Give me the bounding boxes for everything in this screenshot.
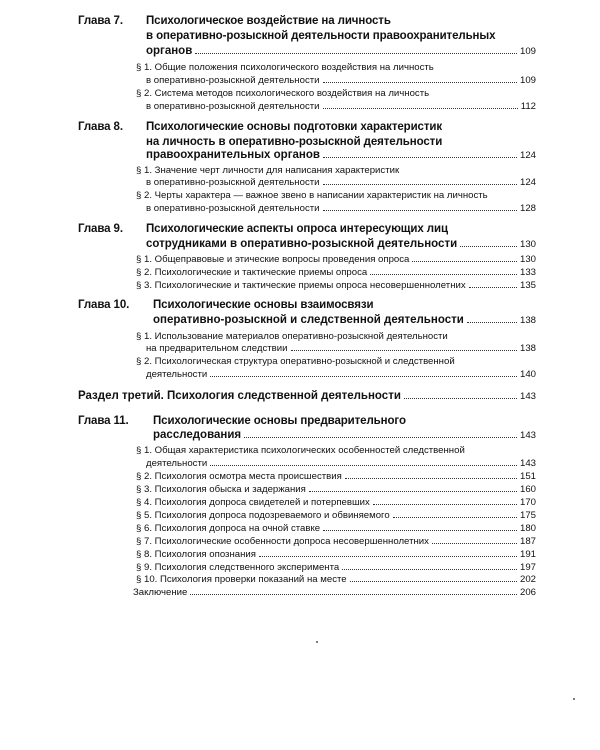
page-number: 124 (519, 150, 536, 161)
page-number: 128 (519, 203, 536, 214)
chapter-number: Глава 11. (78, 415, 129, 427)
section-line: § 2. Психологические и тактические приемы опроса (136, 267, 368, 278)
section-line: § 1. Использование материалов оперативно-розыскной деятельности (136, 331, 448, 342)
dot-leader (342, 569, 517, 570)
chapter-11-section-2[interactable] (136, 470, 536, 483)
chapter-9-section-3[interactable] (136, 279, 536, 292)
chapter-number: Глава 8. (78, 121, 123, 133)
page-number: 130 (519, 239, 536, 250)
page-number: 180 (519, 523, 536, 534)
section-line: § 4. Психология допроса свидетелей и потерпевших (136, 497, 370, 508)
chapter-11-section-10[interactable] (136, 573, 536, 586)
section-line: § 2. Черты характера — важное звено в написании характеристик на личность (136, 190, 488, 201)
chapter-number: Глава 7. (78, 15, 123, 27)
chapter-11-section-5[interactable] (136, 509, 536, 522)
chapter-9-section-1[interactable] (136, 253, 536, 266)
chapter-title-line: Психологическое воздействие на личность (146, 15, 391, 27)
chapter-10-section-2[interactable] (146, 368, 536, 381)
chapter-7-heading (78, 14, 536, 44)
section-line: деятельности (146, 458, 208, 469)
chapter-8-heading (78, 120, 536, 150)
chapter-11-section-3[interactable] (136, 483, 536, 496)
chapter-title-line: правоохранительных органов (146, 149, 320, 161)
chapter-title-line: органов (146, 45, 193, 57)
dot-leader (460, 246, 517, 247)
dot-leader (467, 322, 517, 323)
dot-leader (373, 504, 517, 505)
page-number: 202 (519, 574, 536, 585)
page-number: 187 (519, 536, 536, 547)
chapter-11-section-1[interactable] (146, 457, 536, 470)
chapter-11-entry[interactable] (153, 428, 536, 443)
section-line: § 2. Психологическая структура оперативно-розыскной и следственной (136, 356, 455, 367)
chapter-title-line: оперативно-розыскной и следственной деятельности (153, 314, 464, 326)
chapter-title-line: Психологические основы взаимосвязи (153, 299, 374, 311)
conclusion-entry[interactable] (133, 586, 536, 599)
chapter-7-entry[interactable] (146, 44, 536, 59)
section-line: § 3. Психология обыска и задержания (136, 484, 306, 495)
chapter-8-section-2[interactable] (146, 202, 536, 215)
dot-leader (291, 350, 517, 351)
chapter-8-section-1[interactable] (146, 176, 536, 189)
dot-leader (259, 556, 517, 557)
dot-leader (323, 210, 517, 211)
page-number: 109 (519, 75, 536, 86)
section-line: § 1. Общие положения психологического воздействия на личность (136, 62, 434, 73)
page-number: 130 (519, 254, 536, 265)
dot-leader (393, 517, 517, 518)
section-line: § 8. Психология опознания (136, 549, 256, 560)
section-line: § 3. Психологические и тактические приемы опроса несовершеннолетних (136, 280, 466, 291)
page-number: 140 (519, 369, 536, 380)
page-number: 143 (519, 458, 536, 469)
page-number: 197 (519, 562, 536, 573)
chapter-title-line: расследования (153, 429, 242, 441)
dot-leader (323, 157, 517, 158)
section-line: деятельности (146, 369, 208, 380)
page-number: 133 (519, 267, 536, 278)
section-line: § 6. Психология допроса на очной ставке (136, 523, 321, 534)
section-line: § 5. Психология допроса подозреваемого и обвиняемого (136, 510, 390, 521)
chapter-10-entry[interactable] (153, 313, 536, 328)
chapter-11-section-8[interactable] (136, 548, 536, 561)
chapter-title-line: сотрудниками в оперативно-розыскной деятельности (146, 238, 458, 250)
section-line: в оперативно-розыскной деятельности (146, 75, 320, 86)
section-line: § 2. Система методов психологического воздействия на личность (136, 88, 430, 99)
dot-leader (404, 398, 517, 399)
part-title: Раздел третий. Психология следственной деятельности (78, 390, 401, 402)
page-number: 138 (519, 343, 536, 354)
chapter-11-section-4[interactable] (136, 496, 536, 509)
scan-speck (573, 698, 575, 700)
chapter-number: Глава 9. (78, 223, 123, 235)
chapter-9-section-2[interactable] (136, 266, 536, 279)
dot-leader (323, 184, 517, 185)
section-line: в оперативно-розыскной деятельности (146, 177, 320, 188)
page-number: 175 (519, 510, 536, 521)
dot-leader (323, 530, 517, 531)
chapter-title-line: в оперативно-розыскной деятельности правоохранительных (146, 30, 496, 42)
chapter-9-heading (78, 222, 536, 237)
chapter-11-section-6[interactable] (136, 522, 536, 535)
chapter-10-section-1[interactable] (146, 342, 536, 355)
chapter-8-entry[interactable] (146, 148, 536, 163)
section-3-entry[interactable] (78, 389, 536, 404)
section-line: § 2. Психология осмотра места происшествия (136, 471, 342, 482)
dot-leader (370, 274, 517, 275)
section-line: § 9. Психология следственного эксперимента (136, 562, 340, 573)
chapter-title-line: на личность в оперативно-розыскной деятельности (146, 136, 443, 148)
dot-leader (190, 594, 517, 595)
dot-leader (244, 437, 517, 438)
section-line: § 7. Психологические особенности допроса несовершеннолетних (136, 536, 429, 547)
page-number: 143 (519, 391, 536, 402)
chapter-7-section-2[interactable] (146, 100, 536, 113)
dot-leader (195, 53, 517, 54)
section-line: § 1. Общая характеристика психологических особенностей следственной (136, 445, 465, 456)
chapter-11-heading (78, 414, 536, 429)
chapter-title-line: Психологические основы предварительного (153, 415, 406, 427)
scan-speck (316, 641, 318, 643)
chapter-11-section-7[interactable] (136, 535, 536, 548)
dot-leader (309, 491, 517, 492)
dot-leader (350, 581, 517, 582)
chapter-10-heading (78, 298, 536, 313)
page-number: 191 (519, 549, 536, 560)
page-number: 124 (519, 177, 536, 188)
dot-leader (345, 478, 517, 479)
page-number: 206 (519, 587, 536, 598)
dot-leader (323, 108, 518, 109)
chapter-number: Глава 10. (78, 299, 130, 311)
section-line: в оперативно-розыскной деятельности (146, 203, 320, 214)
dot-leader (432, 543, 517, 544)
page-number: 151 (519, 471, 536, 482)
page-number: 109 (519, 46, 536, 57)
section-line: в оперативно-розыскной деятельности (146, 101, 320, 112)
chapter-title-line: Психологические аспекты опроса интересующих лиц (146, 223, 448, 235)
page-number: 143 (519, 430, 536, 441)
section-line: § 1. Значение черт личности для написания характеристик (136, 165, 400, 176)
dot-leader (210, 465, 517, 466)
dot-leader (469, 287, 517, 288)
page-number: 138 (519, 315, 536, 326)
page-number: 112 (520, 101, 536, 112)
chapter-title-line: Психологические основы подготовки характеристик (146, 121, 443, 133)
chapter-9-entry[interactable] (146, 237, 536, 252)
conclusion-label: Заключение (133, 587, 188, 598)
page-number: 160 (519, 484, 536, 495)
dot-leader (412, 261, 517, 262)
dot-leader (323, 82, 517, 83)
page-number: 135 (519, 280, 536, 291)
chapter-7-section-1[interactable] (146, 74, 536, 87)
section-line: § 10. Психология проверки показаний на месте (136, 574, 347, 585)
section-line: § 1. Общеправовые и этические вопросы проведения опроса (136, 254, 410, 265)
page-number: 170 (519, 497, 536, 508)
dot-leader (210, 376, 517, 377)
section-line: на предварительном следствии (146, 343, 288, 354)
